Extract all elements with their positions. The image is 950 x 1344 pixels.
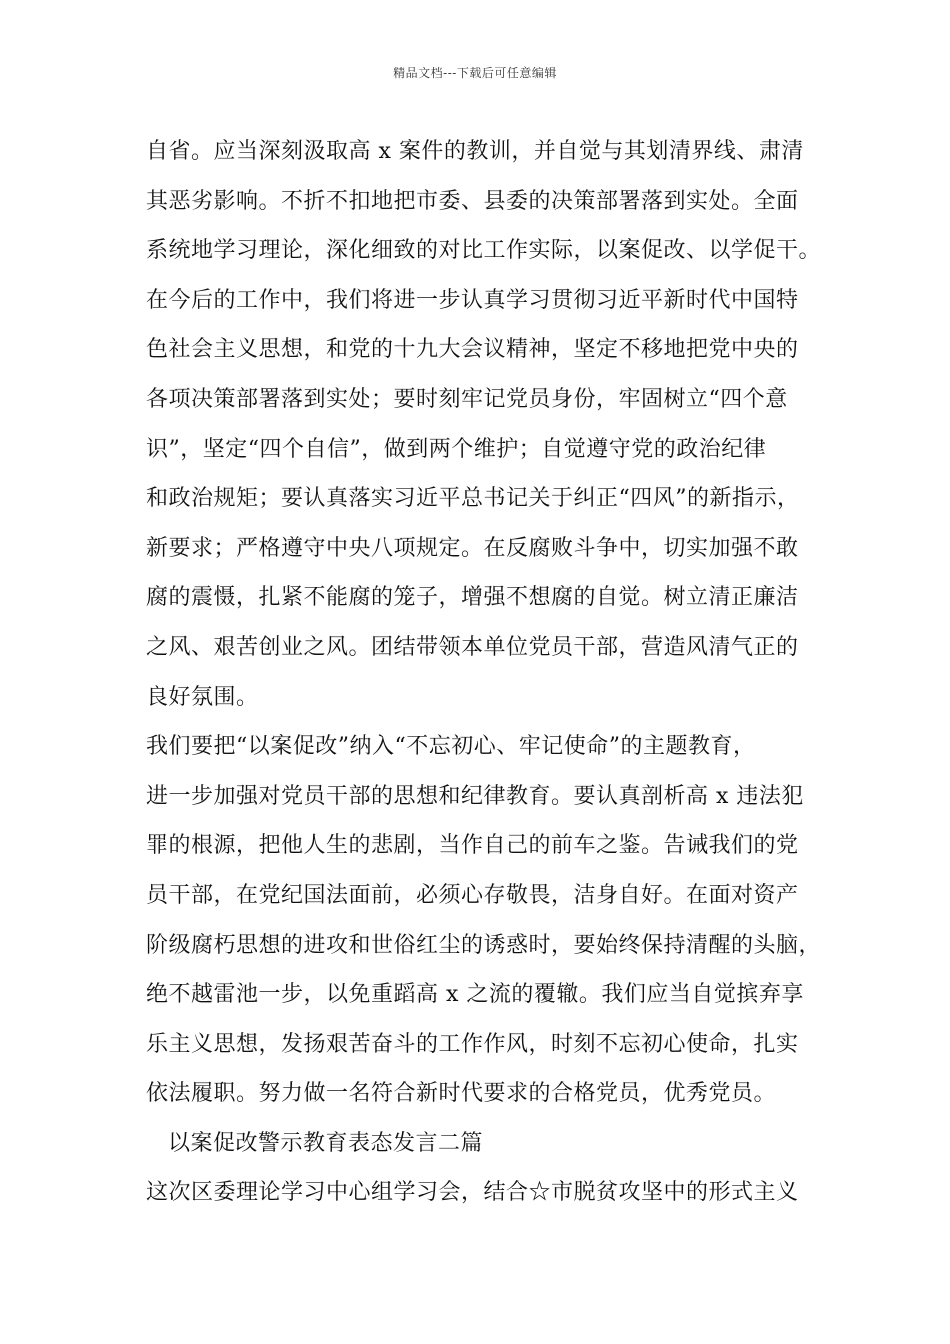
- text-line: 其恶劣影响。不折不扣地把市委、县委的决策部署落到实处。全面: [146, 188, 799, 214]
- text-line: 色社会主义思想，和党的十九大会议精神，坚定不移地把党中央的: [146, 337, 799, 363]
- text-line: 绝不越雷池一步，以免重蹈高 x 之流的覆辙。我们应当自觉摈弃享: [146, 982, 804, 1008]
- text-line: 和政治规矩；要认真落实习近平总书记关于纠正“四风”的新指示，: [146, 486, 800, 512]
- text-line: 各项决策部署落到实处；要时刻牢记党员身份，牢固树立“四个意: [146, 386, 788, 412]
- section-title: 以案促改警示教育表态发言二篇: [168, 1130, 484, 1156]
- text-line: 阶级腐朽思想的进攻和世俗红尘的诱惑时，要始终保持清醒的头脑，: [146, 932, 822, 958]
- text-line: 依法履职。努力做一名符合新时代要求的合格党员，优秀党员。: [146, 1081, 777, 1107]
- document-body: [146, 132, 826, 1223]
- text-line: 我们要把“以案促改”纳入“不忘初心、牢记使命”的主题教育，: [146, 734, 756, 760]
- text-line: 罪的根源，把他人生的悲剧，当作自己的前车之鉴。告诫我们的党: [146, 833, 799, 859]
- text-line: 之风、艰苦创业之风。团结带领本单位党员干部，营造风清气正的: [146, 634, 799, 660]
- text-line: 这次区委理论学习中心组学习会，结合☆市脱贫攻坚中的形式主义: [146, 1180, 799, 1206]
- text-line: 识”，坚定“四个自信”，做到两个维护；自觉遵守党的政治纪律: [146, 436, 767, 462]
- text-line: 腐的震慑，扎紧不能腐的笼子，增强不想腐的自觉。树立清正廉洁: [146, 585, 799, 611]
- text-line: 新要求；严格遵守中央八项规定。在反腐败斗争中，切实加强不敢: [146, 535, 799, 561]
- text-line: 乐主义思想，发扬艰苦奋斗的工作作风，时刻不忘初心使命，扎实: [146, 1031, 799, 1057]
- text-line: 员干部，在党纪国法面前，必须心存敬畏，洁身自好。在面对资产: [146, 882, 799, 908]
- text-line: 进一步加强对党员干部的思想和纪律教育。要认真剖析高 x 违法犯: [146, 783, 804, 809]
- text-line: 在今后的工作中，我们将进一步认真学习贯彻习近平新时代中国特: [146, 287, 799, 313]
- page-header: 精品文档---下载后可任意编辑: [393, 66, 557, 80]
- text-line: 系统地学习理论，深化细致的对比工作实际，以案促改、以学促干。: [146, 238, 822, 264]
- text-line: 良好氛围。: [146, 684, 259, 710]
- text-line: 自省。应当深刻汲取高 x 案件的教训，并自觉与其划清界线、肃清: [146, 139, 804, 164]
